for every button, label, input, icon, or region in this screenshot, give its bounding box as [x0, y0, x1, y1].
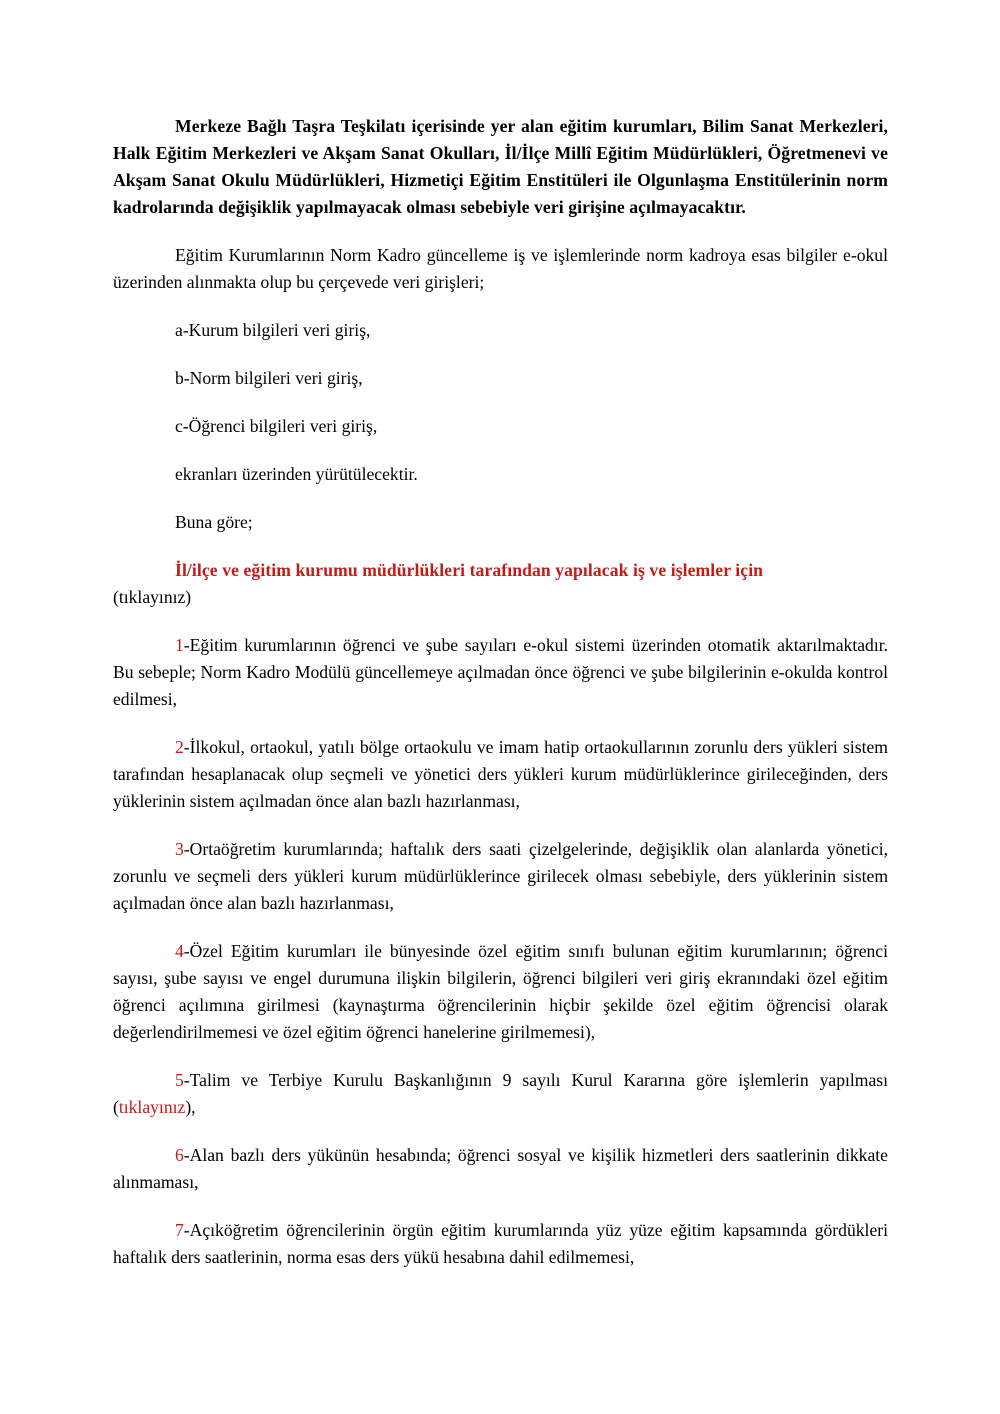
spacer: [113, 815, 888, 836]
item-separator-4: -: [183, 941, 190, 961]
spacer: [113, 296, 888, 317]
spacer: [113, 488, 888, 509]
numbered-item-4: [113, 938, 888, 1046]
spacer: [113, 440, 888, 461]
item-separator-5: -: [183, 1070, 190, 1090]
item-number-6: 6: [175, 1145, 184, 1165]
item-separator-2: -: [183, 737, 190, 757]
spacer: [113, 1046, 888, 1067]
item-text-5-before-link: Talim ve Terbiye Kurulu Başkanlığının 9 sayılı Kurul Kararına göre işlemlerin yapılması (: [113, 1070, 888, 1117]
item-text-1: Eğitim kurumlarının öğrenci ve şube sayıları e-okul sistemi üzerinden otomatik aktarılmaktadır. Bu sebeple; Norm Kadro Modülü güncellemeye açılmadan önce öğrenci ve şube bilgilerinin e-okulda kontrol edilmesi,: [113, 635, 888, 709]
lettered-item-a: a-Kurum bilgileri veri giriş,: [175, 320, 371, 340]
red-heading-link[interactable]: (tıklayınız): [113, 587, 192, 607]
item-separator-3: -: [183, 839, 190, 859]
item-text-6: Alan bazlı ders yükünün hesabında; öğrenci sosyal ve kişilik hizmetleri ders saatlerinin dikkate alınmaması,: [113, 1145, 888, 1192]
numbered-item-6: [113, 1142, 888, 1196]
lettered-item-c: c-Öğrenci bilgileri veri giriş,: [175, 416, 378, 436]
numbered-item-5: [113, 1067, 888, 1121]
item-number-3: 3: [175, 839, 184, 859]
item-text-2: İlkokul, ortaokul, yatılı bölge ortaokulu ve imam hatip ortaokullarının zorunlu ders yükleri sistem tarafından hesaplanacak olup seçmeli ve yönetici ders yükleri kurum müdürlüklerince girileceğinden, ders yüklerinin sistem açılmadan önce alan bazlı hazırlanması,: [113, 737, 888, 811]
item-separator-1: -: [183, 635, 190, 655]
spacer: [113, 917, 888, 938]
red-section-heading: İl/ilçe ve eğitim kurumu müdürlükleri tarafından yapılacak iş ve işlemler için: [175, 560, 764, 580]
item-number-2: 2: [175, 737, 184, 757]
lettered-item-b: b-Norm bilgileri veri giriş,: [175, 368, 363, 388]
numbered-item-7: [113, 1217, 888, 1271]
item-separator-6: -: [183, 1145, 190, 1165]
spacer: [113, 221, 888, 242]
numbered-item-3: [113, 836, 888, 917]
item-number-4: 4: [175, 941, 184, 961]
screens-line: ekranları üzerinden yürütülecektir.: [175, 464, 418, 484]
item-number-1: 1: [175, 635, 184, 655]
spacer: [113, 536, 888, 557]
item-text-5-after-link: ),: [185, 1097, 196, 1117]
spacer: [113, 611, 888, 632]
item-text-4: Özel Eğitim kurumları ile bünyesinde özel eğitim sınıfı bulunan eğitim kurumlarının; öğrenci sayısı, şube sayısı ve engel durumuna ilişkin bilgilerin, öğrenci bilgileri veri giriş ekranındaki özel eğitim öğrenci açılımına girilmesi (kaynaştırma öğrencilerinin hiçbir şekilde özel eğitim öğrencisi olarak değerlendirilmemesi ve özel eğitim öğrenci hanelerine girilmemesi),: [113, 941, 888, 1042]
intro-bold-paragraph: Merkeze Bağlı Taşra Teşkilatı içerisinde yer alan eğitim kurumları, Bilim Sanat Merkezleri, Halk Eğitim Merkezleri ve Akşam Sanat Okulları, İl/İlçe Millî Eğitim Müdürlükleri, Öğretmenevi ve Akşam Sanat Okulu Müdürlükleri, Hizmetiçi Eğitim Enstitüleri ile Olgunlaşma Enstitülerinin norm kadrolarında değişiklik yapılmayacak olması sebebiyle veri girişine açılmayacaktır.: [113, 116, 888, 217]
item-number-5: 5: [175, 1070, 184, 1090]
item-separator-7: -: [183, 1220, 190, 1240]
item-text-3: Ortaöğretim kurumlarında; haftalık ders saati çizelgelerinde, değişiklik olan alanlarda yönetici, zorunlu ve seçmeli ders yükleri kurum müdürlüklerince girilecek olması sebebiyle, ders yüklerinin sistem açılmadan önce alan bazlı hazırlanması,: [113, 839, 888, 913]
item-number-7: 7: [175, 1220, 184, 1240]
spacer: [113, 392, 888, 413]
intro-paragraph: Eğitim Kurumlarının Norm Kadro güncelleme iş ve işlemlerinde norm kadroya esas bilgiler e-okul üzerinden alınmakta olup bu çerçevede veri girişleri;: [113, 245, 888, 292]
spacer: [113, 344, 888, 365]
spacer: [113, 1196, 888, 1217]
spacer: [113, 713, 888, 734]
item-5-link[interactable]: tıklayınız: [118, 1097, 186, 1117]
spacer: [113, 1121, 888, 1142]
numbered-item-1: [113, 632, 888, 713]
numbered-item-2: [113, 734, 888, 815]
item-text-7: Açıköğretim öğrencilerinin örgün eğitim kurumlarında yüz yüze eğitim kapsamında gördükleri haftalık ders saatlerinin, norma esas ders yükü hesabına dahil edilmemesi,: [113, 1220, 888, 1267]
document-body: [113, 113, 888, 1271]
accordingly-line: Buna göre;: [175, 512, 253, 532]
